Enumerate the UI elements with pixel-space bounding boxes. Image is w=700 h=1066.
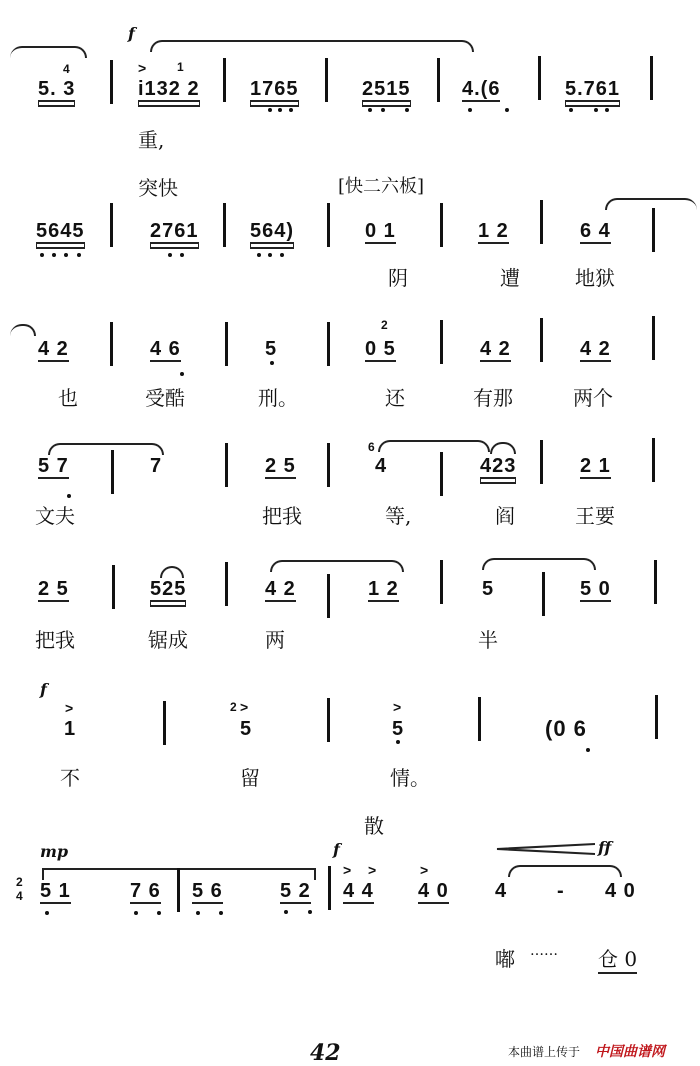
lyric: 刑。 bbox=[258, 386, 298, 410]
grace-note: 6 bbox=[368, 440, 375, 454]
measure-notes: 0 1 bbox=[365, 220, 396, 242]
octave-dot bbox=[270, 361, 274, 365]
barline bbox=[540, 440, 543, 484]
barline bbox=[327, 574, 330, 618]
measure-notes: 5645 bbox=[36, 220, 85, 242]
octave-dot bbox=[396, 740, 400, 744]
octave-dot bbox=[505, 108, 509, 112]
measure-notes: 5 bbox=[392, 718, 405, 740]
measure-notes: 5. 3 bbox=[38, 78, 76, 100]
barline bbox=[540, 200, 543, 244]
slur bbox=[160, 566, 184, 578]
octave-dot bbox=[605, 108, 609, 112]
measure-notes: 525 bbox=[150, 578, 187, 600]
lyric: 有那 bbox=[473, 386, 513, 410]
dynamic-mark: f bbox=[40, 680, 47, 699]
slur bbox=[150, 40, 474, 52]
barline bbox=[328, 866, 331, 910]
measure-notes: 4 6 bbox=[150, 338, 181, 360]
barline bbox=[325, 58, 328, 102]
barline bbox=[327, 203, 330, 247]
accent-mark: > bbox=[65, 700, 74, 716]
lyric: 文夫 bbox=[35, 504, 75, 528]
measure-notes: i132 2 bbox=[138, 78, 200, 100]
octave-dot bbox=[134, 911, 138, 915]
measure-notes: 2 5 bbox=[265, 455, 296, 477]
barline bbox=[540, 318, 543, 362]
lyric: 等, bbox=[385, 504, 412, 528]
slur bbox=[270, 560, 404, 572]
barline bbox=[652, 208, 655, 252]
lyric: …… bbox=[530, 943, 558, 959]
slur bbox=[48, 443, 164, 455]
measure-notes: 2 1 bbox=[580, 455, 611, 477]
barline bbox=[440, 203, 443, 247]
footer-text: 本曲谱上传于 bbox=[508, 1045, 581, 1059]
barline bbox=[225, 562, 228, 606]
octave-dot bbox=[468, 108, 472, 112]
lyric: 重, bbox=[138, 128, 165, 152]
barline bbox=[327, 698, 330, 742]
lyric: 阴 bbox=[388, 266, 408, 290]
measure-notes: 423 bbox=[480, 455, 517, 477]
barline bbox=[440, 320, 443, 364]
dynamic-mark: ff bbox=[598, 838, 612, 857]
barline bbox=[538, 56, 541, 100]
octave-dot bbox=[52, 253, 56, 257]
measure-notes: 5.761 bbox=[565, 78, 621, 100]
barline bbox=[223, 58, 226, 102]
barline bbox=[327, 443, 330, 487]
barline bbox=[110, 203, 113, 247]
slur bbox=[378, 440, 490, 452]
dynamic-mark: mp bbox=[40, 842, 69, 861]
grace-note: 1 bbox=[177, 60, 184, 74]
lyric: 把我 bbox=[262, 504, 302, 528]
tempo-mark: 散 bbox=[364, 814, 384, 838]
slur bbox=[508, 865, 622, 877]
octave-dot bbox=[180, 253, 184, 257]
accent-mark: > bbox=[138, 60, 147, 76]
time-signature bbox=[16, 875, 23, 903]
octave-dot bbox=[268, 108, 272, 112]
dynamic-mark: f bbox=[333, 840, 340, 859]
measure-notes: 4 4 bbox=[343, 880, 374, 902]
octave-dot bbox=[168, 253, 172, 257]
octave-dot bbox=[45, 911, 49, 915]
octave-dot bbox=[64, 253, 68, 257]
dynamic-mark: f bbox=[128, 24, 135, 43]
tie bbox=[10, 46, 87, 58]
barline bbox=[440, 452, 443, 496]
octave-dot bbox=[405, 108, 409, 112]
accent-mark: > bbox=[393, 699, 402, 715]
octave-dot bbox=[257, 253, 261, 257]
barline bbox=[177, 868, 180, 912]
lyric: 半 bbox=[478, 628, 498, 652]
measure-notes: 5 2 bbox=[280, 880, 311, 902]
grace-note: 2 bbox=[381, 318, 388, 332]
measure-notes: 4 0 bbox=[418, 880, 449, 902]
measure-notes: 1 bbox=[64, 718, 77, 740]
lyric: 两 bbox=[265, 628, 285, 652]
measure-notes: 4 2 bbox=[265, 578, 296, 600]
lyric: 情。 bbox=[390, 766, 430, 790]
lyric: 两个 bbox=[573, 386, 613, 410]
measure-notes: 5 bbox=[240, 718, 253, 740]
measure-notes: 2515 bbox=[362, 78, 411, 100]
octave-dot bbox=[157, 911, 161, 915]
slur bbox=[482, 558, 596, 570]
measure-notes: 0 5 bbox=[365, 338, 396, 360]
measure-notes: 564) bbox=[250, 220, 295, 242]
lyric: 嘟 bbox=[495, 947, 515, 971]
accent-mark: > bbox=[420, 862, 429, 878]
octave-dot bbox=[77, 253, 81, 257]
measure-notes: 2 5 bbox=[38, 578, 69, 600]
octave-dot bbox=[67, 494, 71, 498]
measure-notes: 4 2 bbox=[580, 338, 611, 360]
lyric: 也 bbox=[58, 386, 78, 410]
measure-notes: 6 4 bbox=[580, 220, 611, 242]
grace-note: 2 bbox=[230, 700, 237, 714]
barline bbox=[225, 322, 228, 366]
crescendo-hairpin bbox=[495, 842, 595, 856]
barline bbox=[111, 450, 114, 494]
measure-notes: 5 bbox=[265, 338, 278, 360]
lyric: 把我 bbox=[35, 628, 75, 652]
measure-notes: 4.(6 bbox=[462, 78, 501, 100]
lyric: 王要 bbox=[575, 504, 615, 528]
accent-mark: > bbox=[343, 862, 364, 878]
lyric: 锯成 bbox=[148, 628, 188, 652]
measure-notes: 5 bbox=[482, 578, 495, 600]
measure-notes: 7 bbox=[150, 455, 163, 477]
slur bbox=[490, 442, 516, 454]
time-signature-top: 2 bbox=[16, 875, 23, 889]
octave-dot bbox=[284, 910, 288, 914]
accent-mark: > bbox=[240, 699, 249, 715]
tie bbox=[605, 198, 697, 210]
octave-dot bbox=[219, 911, 223, 915]
barline bbox=[110, 60, 113, 104]
barline bbox=[478, 697, 481, 741]
measure-notes: 1 2 bbox=[368, 578, 399, 600]
barline bbox=[542, 572, 545, 616]
measure-notes: - bbox=[557, 880, 565, 902]
octave-dot bbox=[594, 108, 598, 112]
octave-dot bbox=[308, 910, 312, 914]
measure-notes: 5 0 bbox=[580, 578, 611, 600]
tempo-mark: 突快 bbox=[138, 176, 178, 200]
measure-notes: 5 1 bbox=[40, 880, 71, 902]
measure-notes: (0 6 bbox=[545, 716, 587, 741]
measure-notes: 4 0 bbox=[605, 880, 636, 902]
barline bbox=[437, 58, 440, 102]
accent-mark: > bbox=[368, 862, 377, 878]
barline bbox=[650, 56, 653, 100]
measure-notes: 4 2 bbox=[38, 338, 69, 360]
octave-dot bbox=[569, 108, 573, 112]
barline bbox=[652, 438, 655, 482]
tie bbox=[10, 324, 36, 336]
lyric: 阎 bbox=[495, 504, 515, 528]
lyric: 遭 bbox=[500, 266, 520, 290]
octave-dot bbox=[180, 372, 184, 376]
lyric: 仓 0 bbox=[598, 943, 637, 974]
octave-dot bbox=[196, 911, 200, 915]
octave-dot bbox=[40, 253, 44, 257]
measure-notes: 1765 bbox=[250, 78, 299, 100]
barline bbox=[110, 322, 113, 366]
lyric: 受酷 bbox=[145, 386, 185, 410]
barline bbox=[327, 322, 330, 366]
time-signature-bottom: 4 bbox=[16, 889, 23, 903]
lyric: 不 bbox=[60, 766, 80, 790]
grace-note: 4 bbox=[63, 62, 70, 76]
measure-notes: 2761 bbox=[150, 220, 199, 242]
octave-dot bbox=[289, 108, 293, 112]
barline bbox=[163, 701, 166, 745]
measure-notes: 1 2 bbox=[478, 220, 509, 242]
octave-dot bbox=[586, 748, 590, 752]
octave-dot bbox=[268, 253, 272, 257]
lyric: 留 bbox=[240, 766, 260, 790]
barline bbox=[223, 203, 226, 247]
bracket bbox=[192, 868, 316, 880]
page-number: 42 bbox=[310, 1040, 341, 1066]
barline bbox=[112, 565, 115, 609]
octave-dot bbox=[280, 253, 284, 257]
lyric: 还 bbox=[385, 386, 405, 410]
octave-dot bbox=[381, 108, 385, 112]
barline bbox=[225, 443, 228, 487]
measure-notes: 5 7 bbox=[38, 455, 69, 477]
lyric: 地狱 bbox=[575, 266, 615, 290]
octave-dot bbox=[368, 108, 372, 112]
measure-notes: 4 bbox=[495, 880, 508, 902]
barline bbox=[655, 695, 658, 739]
section-label: [快二六板] bbox=[338, 176, 425, 197]
measure-notes: 4 bbox=[375, 455, 388, 477]
barline bbox=[652, 316, 655, 360]
octave-dot bbox=[278, 108, 282, 112]
barline bbox=[654, 560, 657, 604]
measure-notes: 4 2 bbox=[480, 338, 511, 360]
barline bbox=[440, 560, 443, 604]
measure-notes: 5 6 bbox=[192, 880, 223, 902]
measure-notes: 7 6 bbox=[130, 880, 161, 902]
site-logo: 中国曲谱网 bbox=[595, 1043, 665, 1059]
